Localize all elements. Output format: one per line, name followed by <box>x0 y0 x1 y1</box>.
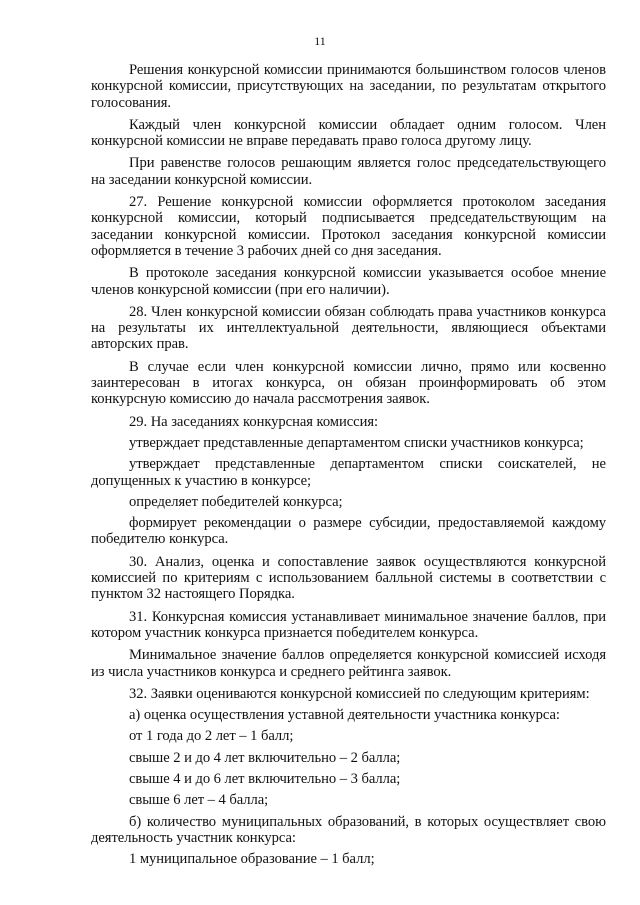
list-item: а) оценка осуществления уставной деятельности участника конкурса: <box>129 707 560 724</box>
list-item: свыше 6 лет – 4 балла; <box>129 792 269 809</box>
list-item: утверждает представленные департаментом списки участников конкурса; <box>129 434 584 451</box>
paragraph: 32. Заявки оцениваются конкурсной комиссией по следующим критериям: <box>129 685 590 702</box>
paragraph: В протоколе заседания конкурсной комиссии указывается особое мнение членов конкурсной комиссии (при его наличии). <box>91 265 606 298</box>
paragraph: Решения конкурсной комиссии принимаются большинством голосов членов конкурсной комиссии, присутствующих на заседании, по результатам открытого голосования. <box>91 62 606 111</box>
list-item: от 1 года до 2 лет – 1 балл; <box>129 728 294 745</box>
list-item: свыше 4 и до 6 лет включительно – 3 балла; <box>129 770 401 787</box>
paragraph: 30. Анализ, оценка и сопоставление заявок осуществляются конкурсной комиссией по критериям с использованием балльной системы в соответствии с пунктом 32 настоящего Порядка. <box>91 553 606 603</box>
paragraph: 29. На заседаниях конкурсная комиссия: <box>129 413 379 430</box>
paragraph: 27. Решение конкурсной комиссии оформляется протоколом заседания конкурсной комиссии, который подписывается председательствующим на заседании конкурсной комиссии. Протокол заседания конкурсной комиссии оформляется в течение 3 рабочих дней со дня заседания. <box>91 194 606 259</box>
list-item: 1 муниципальное образование – 1 балл; <box>129 851 375 868</box>
paragraph: В случае если член конкурсной комиссии лично, прямо или косвенно заинтересован в итогах конкурса, он обязан проинформировать об этом конкурсную комиссию до начала рассмотрения заявок. <box>91 358 606 408</box>
paragraph: Минимальное значение баллов определяется конкурсной комиссией исходя из числа участников конкурса и среднего рейтинга заявок. <box>91 647 606 680</box>
paragraph: 31. Конкурсная комиссия устанавливает минимальное значение баллов, при котором участник конкурса признается победителем конкурса. <box>91 608 606 641</box>
paragraph: При равенстве голосов решающим является голос председательствующего на заседании конкурсной комиссии. <box>91 155 606 188</box>
list-item: определяет победителей конкурса; <box>129 493 343 510</box>
list-item: формирует рекомендации о размере субсидии, предоставляемой каждому победителю конкурса. <box>91 515 606 548</box>
list-item: б) количество муниципальных образований, в которых осуществляет свою деятельность участник конкурса: <box>91 813 606 846</box>
document-body <box>91 62 606 872</box>
list-item: утверждает представленные департаментом списки соискателей, не допущенных к участию в конкурсе; <box>91 456 606 489</box>
paragraph: 28. Член конкурсной комиссии обязан соблюдать права участников конкурса на результаты их интеллектуальной деятельности, являющиеся объектами авторских прав. <box>91 303 606 353</box>
page-number: 11 <box>314 34 326 48</box>
list-item: свыше 2 и до 4 лет включительно – 2 балла; <box>129 749 401 766</box>
paragraph: Каждый член конкурсной комиссии обладает одним голосом. Член конкурсной комиссии не вправе передавать право голоса другому лицу. <box>91 116 606 150</box>
